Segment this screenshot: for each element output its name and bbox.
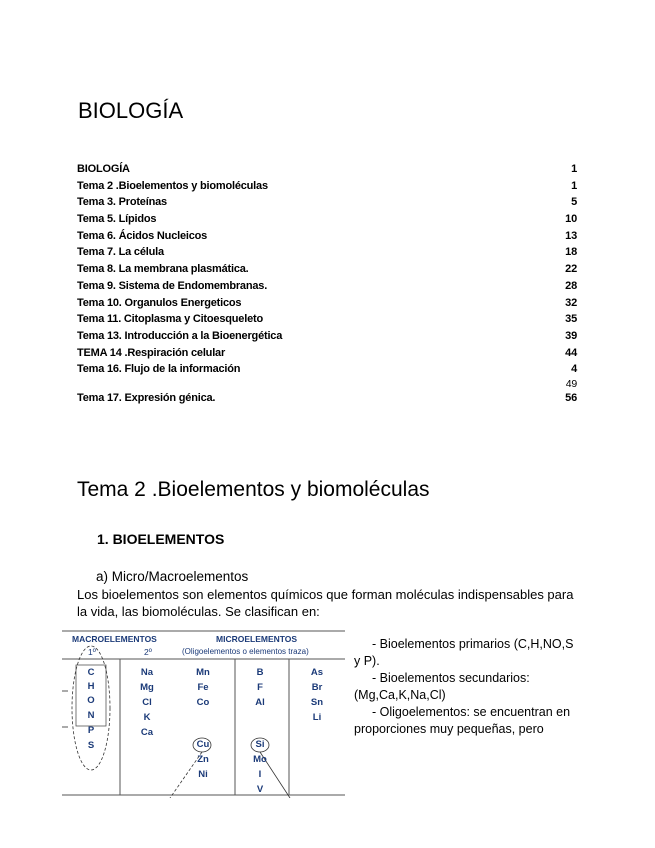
toc-page: 5 bbox=[571, 196, 577, 209]
toc-label: Tema 17. Expresión génica. bbox=[77, 391, 216, 404]
toc-label: Tema 6. Ácidos Nucleicos bbox=[77, 229, 208, 242]
toc-page: 1 bbox=[571, 179, 577, 192]
element-symbol: Ca bbox=[140, 727, 154, 738]
micro-header: MICROELEMENTOS bbox=[216, 634, 298, 644]
toc-label: Tema 13. Introducción a la Bioenergética bbox=[77, 329, 283, 342]
sub-subheading: a) Micro/Macroelementos bbox=[96, 569, 249, 584]
element-symbol: Li bbox=[312, 712, 322, 723]
element-symbol: S bbox=[87, 740, 95, 751]
toc-label: Tema 8. La membrana plasmática. bbox=[77, 263, 249, 276]
element-symbol: Sn bbox=[310, 697, 324, 708]
element-symbol: Na bbox=[140, 667, 154, 678]
element-symbol: Si bbox=[255, 739, 265, 750]
toc-entry[interactable] bbox=[77, 328, 577, 345]
toc-entry[interactable] bbox=[77, 311, 577, 328]
element-symbol: V bbox=[256, 784, 264, 795]
element-symbol: H bbox=[87, 681, 95, 692]
macro-header: MACROELEMENTOS bbox=[72, 634, 157, 644]
toc-entry[interactable] bbox=[77, 178, 577, 195]
toc-page: 1 bbox=[571, 163, 577, 175]
element-symbol: Fe bbox=[197, 682, 209, 693]
toc-entry[interactable] bbox=[77, 261, 577, 278]
toc-overflow-page: 49 bbox=[565, 377, 577, 390]
element-symbol: F bbox=[257, 682, 263, 693]
toc-page: 44 bbox=[565, 346, 577, 359]
element-symbol: Mo bbox=[253, 754, 267, 765]
toc-entry[interactable] bbox=[77, 361, 577, 378]
toc-label: Tema 16. Flujo de la información bbox=[77, 363, 241, 376]
toc-entry[interactable] bbox=[77, 244, 577, 261]
element-symbol: Br bbox=[311, 682, 323, 693]
toc-entry[interactable] bbox=[77, 211, 577, 228]
toc-entry[interactable] bbox=[77, 390, 577, 407]
toc-page: 56 bbox=[565, 391, 577, 404]
element-symbol: Mn bbox=[196, 667, 210, 678]
toc-label: Tema 3. Proteínas bbox=[77, 196, 167, 209]
toc-label: Tema 5. Lípidos bbox=[77, 213, 157, 226]
toc-label: Tema 7. La célula bbox=[77, 246, 164, 259]
element-symbol: Zn bbox=[197, 754, 209, 765]
element-symbol: Cl bbox=[142, 697, 152, 708]
subheading: 1. BIOELEMENTOS bbox=[97, 531, 225, 547]
element-symbol: B bbox=[256, 667, 264, 678]
element-symbol: Mg bbox=[140, 682, 154, 693]
element-symbol: Cu bbox=[196, 739, 210, 750]
toc-page: 28 bbox=[565, 279, 577, 292]
body-paragraph: Los bioelementos son elementos químicos que forman moléculas indispensables para la vida, las biomoléculas. Se clasifican en: bbox=[77, 587, 574, 619]
toc-entry[interactable] bbox=[77, 278, 577, 295]
macro-secondary-label: 2º bbox=[144, 647, 152, 657]
table-of-contents bbox=[77, 161, 577, 407]
macro-primary-label: 1º bbox=[88, 647, 96, 657]
toc-entry[interactable] bbox=[77, 194, 577, 211]
element-symbol: Al bbox=[255, 697, 265, 708]
toc-label: Tema 9. Sistema de Endomembranas. bbox=[77, 279, 268, 292]
element-symbol: C bbox=[87, 667, 95, 678]
element-symbol: I bbox=[258, 769, 262, 780]
toc-entry[interactable] bbox=[77, 345, 577, 362]
element-symbol: K bbox=[143, 712, 151, 723]
toc-label: TEMA 14 .Respiración celular bbox=[77, 346, 226, 359]
bioelement-list bbox=[354, 636, 574, 738]
list-item: - Bioelementos primarios (C,H,NO,S y P). bbox=[354, 637, 574, 668]
toc-page: 13 bbox=[565, 229, 577, 242]
toc-page: 35 bbox=[565, 313, 577, 326]
toc-label: Tema 2 .Bioelementos y biomoléculas bbox=[77, 179, 268, 192]
toc-entry[interactable] bbox=[77, 295, 577, 312]
element-symbol: Ni bbox=[198, 769, 208, 780]
element-symbol: Co bbox=[196, 697, 210, 708]
toc-page: 39 bbox=[565, 329, 577, 342]
list-item: - Oligoelementos: se encuentran en proporciones muy pequeñas, pero bbox=[354, 705, 571, 736]
element-symbol: N bbox=[87, 710, 95, 721]
bioelements-table bbox=[62, 630, 345, 798]
element-symbol: As bbox=[310, 667, 324, 678]
toc-label: Tema 11. Citoplasma y Citoesqueleto bbox=[77, 313, 263, 326]
document-title: BIOLOGÍA bbox=[78, 98, 184, 123]
toc-page: 4 bbox=[571, 363, 577, 376]
toc-page: 32 bbox=[565, 296, 577, 309]
element-symbol: P bbox=[87, 725, 95, 736]
list-item: - Bioelementos secundarios: (Mg,Ca,K,Na,Cl) bbox=[354, 671, 530, 702]
micro-subheader: (Oligoelementos o elementos traza) bbox=[182, 647, 309, 656]
toc-entry[interactable] bbox=[77, 161, 577, 178]
toc-label: Tema 10. Organulos Energeticos bbox=[77, 296, 242, 309]
toc-page: 22 bbox=[565, 263, 577, 276]
toc-entry[interactable] bbox=[77, 228, 577, 245]
element-symbol: O bbox=[87, 695, 95, 706]
toc-page: 10 bbox=[565, 213, 577, 226]
section-title: Tema 2 .Bioelementos y biomoléculas bbox=[77, 478, 430, 501]
toc-page: 18 bbox=[565, 246, 577, 259]
toc-label: BIOLOGÍA bbox=[77, 163, 130, 175]
